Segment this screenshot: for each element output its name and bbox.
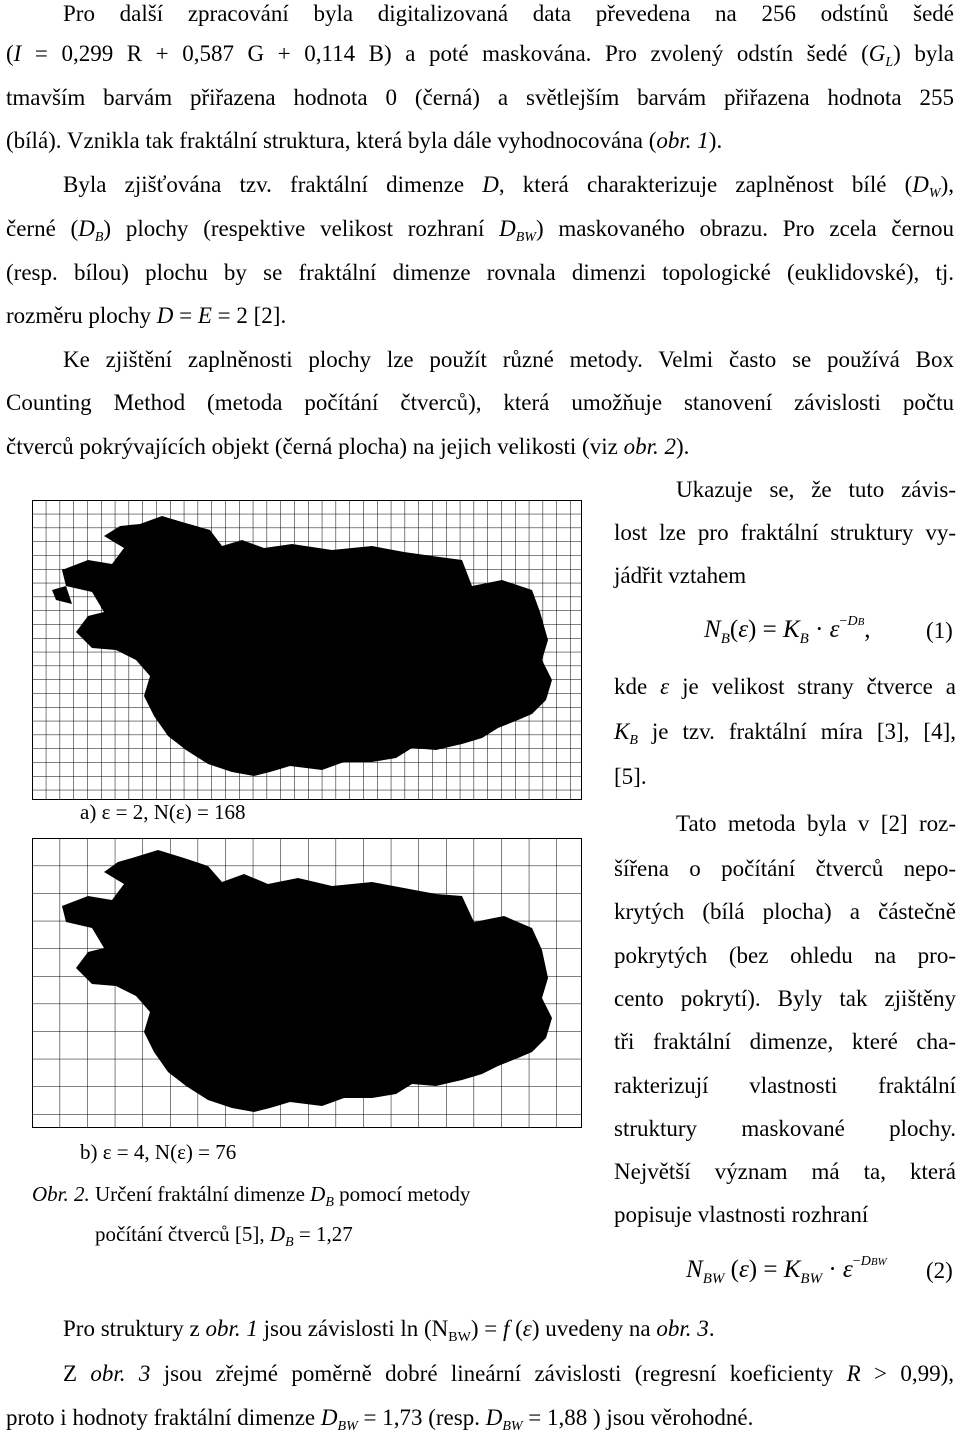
paragraph-line: Byla zjišťována tzv. fraktální dimenze D, která charakterizuje zaplněnost bílé $(D_W)$, (63, 172, 954, 201)
right-column-line: Tato metoda byla v [2] roz- (676, 811, 956, 836)
grid-figure-a (32, 500, 582, 800)
right-column-line: šířena o počítání čtverců nepo- (614, 856, 956, 881)
paragraph-line: Pro struktury z obr. 1 jsou závislosti $\ln (N_{BW}) = f$ (ε) uvedeny na obr. 3. (63, 1316, 715, 1345)
equation-2: $N_{BW}$ $(\varepsilon) = K_{BW} \cdot \varepsilon^{-DBW}$ (686, 1254, 887, 1287)
equation-1-number: (1) (926, 618, 953, 643)
equation-1: $N_B(\varepsilon) = K_B \cdot \varepsilon^{-DB}$, (704, 614, 871, 647)
grid-figure-b (32, 838, 582, 1128)
right-column-line: Největší význam má ta, která (614, 1159, 956, 1184)
right-column-line: struktury maskované plochy. (614, 1116, 956, 1141)
paragraph-line: Counting Method (metoda počítání čtverců), která umožňuje stanovení závislosti počtu (6, 390, 954, 415)
paragraph-line: Z obr. 3 jsou zřejmé poměrně dobré lineární závislosti (regresní koeficienty R > 0,99), (63, 1361, 954, 1386)
right-column-line: $K_B$ je tzv. fraktální míra [3], [4], (614, 719, 956, 748)
right-column-line: Ukazuje se, že tuto závis- (676, 477, 956, 502)
paragraph-line: proto i hodnoty fraktální dimenze $D_{BW} = 1,73$ (resp. $D_{BW} = 1,88$ ) jsou věrohodné. (6, 1405, 754, 1434)
figure-caption-line-2: počítání čtverců [5], $D_B = 1,27$ (95, 1222, 353, 1250)
paragraph-line: (I = 0,299 R + 0,587 G + 0,114 B) a poté maskována. Pro zvolený odstín šedé $(G_L)$ byla (6, 41, 954, 70)
paragraph-line: černé $(D_B)$ plochy (respektive velikost rozhraní $D_{BW}$) maskovaného obrazu. Pro zcela černou (6, 216, 954, 245)
figure-label-a: a) ε = 2, N(ε) = 168 (80, 800, 246, 824)
paragraph-line: tmavším barvám přiřazena hodnota 0 (černá) a světlejším barvám přiřazena hodnota 255 (6, 85, 954, 110)
right-column-line: cento pokrytí). Byly tak zjištěny (614, 986, 956, 1011)
right-column-line: [5]. (614, 764, 647, 789)
right-column-line: kde ε je velikost strany čtverce a (614, 674, 956, 699)
paragraph-line: Ke zjištění zaplněnosti plochy lze použít různé metody. Velmi často se používá Box (63, 347, 954, 372)
right-column-line: tři fraktální dimenze, které cha- (614, 1029, 956, 1054)
right-column-line: lost lze pro fraktální struktury vy- (614, 520, 956, 545)
paragraph-line: rozměru plochy D = E = 2 [2]. (6, 303, 287, 328)
right-column-line: rakterizují vlastnosti fraktální (614, 1073, 956, 1098)
figure-caption-line-1: Obr. 2. Určení fraktální dimenze $D_B$ pomocí metody (32, 1182, 471, 1210)
paragraph-line: čtverců pokrývajících objekt (černá plocha) na jejich velikosti (viz obr. 2). (6, 434, 690, 459)
figure-label-b: b) ε = 4, N(ε) = 76 (80, 1140, 237, 1164)
equation-2-number: (2) (926, 1258, 953, 1283)
figure-box-counting (32, 500, 582, 1220)
paragraph-line: Pro další zpracování byla digitalizovaná data převedena na 256 odstínů šedé (63, 1, 954, 26)
right-column-line: krytých (bílá plocha) a částečně (614, 899, 956, 924)
right-column-line: pokrytých (bez ohledu na pro- (614, 943, 956, 968)
paragraph-line: (bílá). Vznikla tak fraktální struktura, která byla dále vyhodnocována (obr. 1). (6, 128, 723, 153)
right-column-line: popisuje vlastnosti rozhraní (614, 1202, 869, 1227)
right-column-line: jádřit vztahem (614, 563, 747, 588)
paragraph-line: (resp. bílou) plochu by se fraktální dimenze rovnala dimenzi topologické (euklidovské), tj. (6, 260, 954, 285)
